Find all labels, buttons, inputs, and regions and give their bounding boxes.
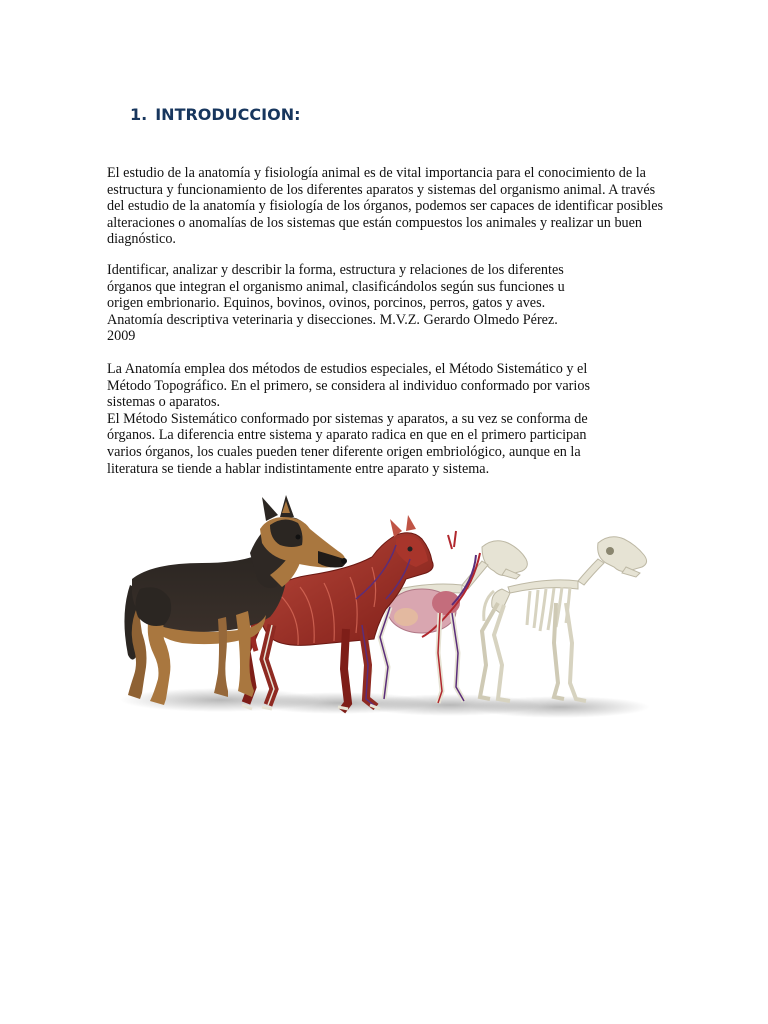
- paragraph-intro: [107, 165, 667, 248]
- paragraph-line: órganos que integran el organismo animal, clasificándolos según sus funciones u: [107, 278, 565, 295]
- paragraph-line: El Método Sistemático conformado por sistemas y aparatos, a su vez se conforma de: [107, 410, 588, 427]
- dog-anatomy-illustration: [110, 495, 655, 735]
- paragraph-line: órganos. La diferencia entre sistema y aparato radica en que en el primero participan: [107, 427, 587, 444]
- paragraph-methods: [107, 361, 667, 477]
- paragraph-line: 2009: [107, 328, 136, 345]
- section-number: 1.: [130, 105, 148, 124]
- paragraph-line: origen embrionario. Equinos, bovinos, ovinos, porcinos, perros, gatos y aves.: [107, 295, 546, 312]
- paragraph-line: del estudio de la anatomía y fisiología de los órganos, podemos ser capaces de identificar posibles: [107, 198, 664, 215]
- paragraph-line: La Anatomía emplea dos métodos de estudios especiales, el Método Sistemático y el: [107, 361, 588, 377]
- paragraph-line: Identificar, analizar y describir la forma, estructura y relaciones de los diferentes: [107, 262, 564, 278]
- paragraph-line: estructura y funcionamiento de los diferentes aparatos y sistemas del organismo animal. A través: [107, 181, 656, 198]
- paragraph-objectives: [107, 262, 667, 345]
- paragraph-line: literatura se tiende a hablar indistintamente entre aparato y sistema.: [107, 460, 490, 477]
- section-title: INTRODUCCION:: [155, 105, 301, 124]
- paragraph-line: sistemas o aparatos.: [107, 394, 221, 411]
- section-heading: [130, 104, 301, 126]
- paragraph-line: varios órganos, los cuales pueden tener diferente origen embriológico, aunque en la: [107, 443, 581, 460]
- paragraph-line: Anatomía descriptiva veterinaria y disecciones. M.V.Z. Gerardo Olmedo Pérez.: [107, 311, 558, 328]
- paragraph-line: El estudio de la anatomía y fisiología animal es de vital importancia para el conocimiento de la: [107, 165, 646, 181]
- paragraph-line: diagnóstico.: [107, 231, 176, 248]
- paragraph-line: alteraciones o anomalías de los sistemas que están compuestos los animales y realizar un buen: [107, 214, 643, 231]
- paragraph-line: Método Topográfico. En el primero, se considera al individuo conformado por varios: [107, 377, 590, 394]
